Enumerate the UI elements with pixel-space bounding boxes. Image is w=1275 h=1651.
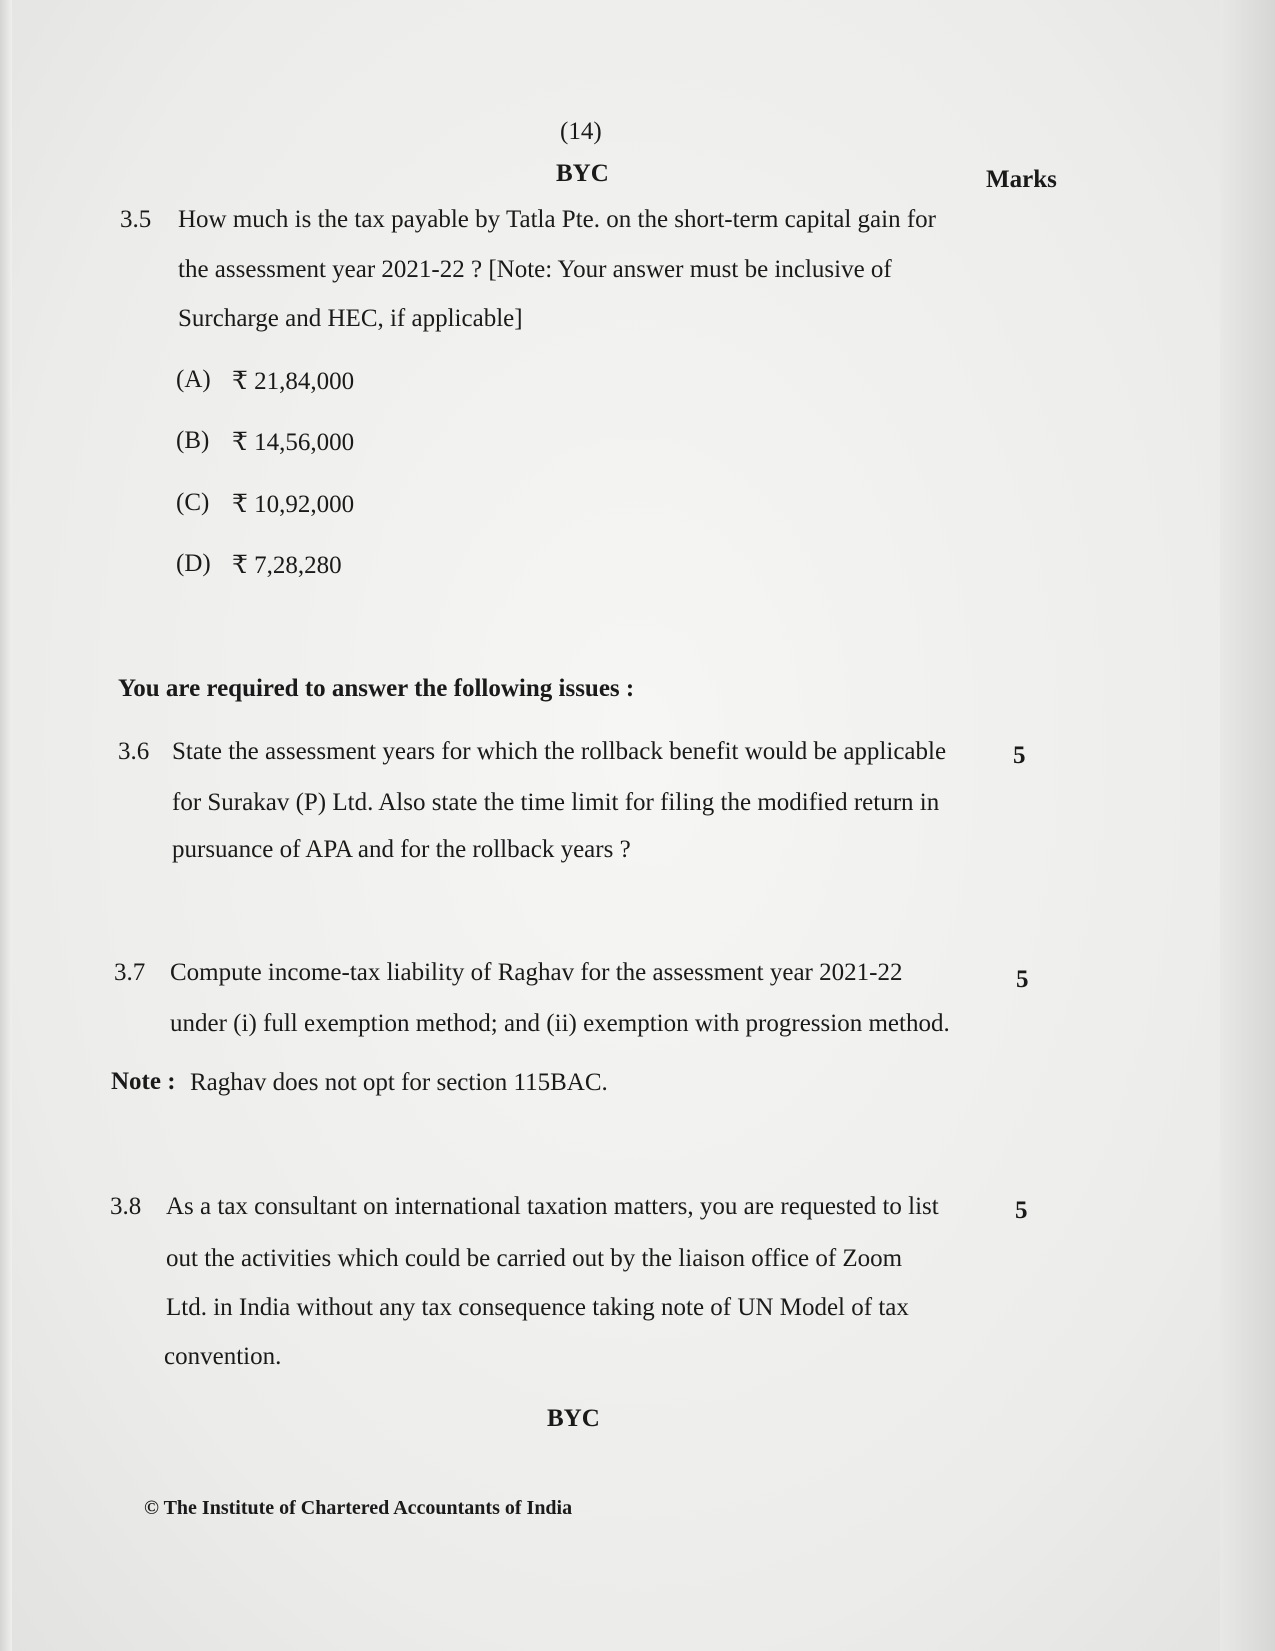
question-text-line: out the activities which could be carried out by the liaison office of Zoom <box>166 1245 903 1272</box>
page-edge-left <box>0 0 12 1651</box>
question-number: 3.6 <box>118 738 150 765</box>
issues-heading: You are required to answer the following issues : <box>118 675 635 702</box>
option-letter: (D) <box>176 550 211 577</box>
option-value: ₹ 7,28,280 <box>232 552 342 579</box>
option-value: ₹ 21,84,000 <box>232 368 355 395</box>
question-text-line: under (i) full exemption method; and (ii) exemption with progression method. <box>170 1010 950 1037</box>
marks-value: 5 <box>1016 966 1029 993</box>
question-number: 3.7 <box>114 959 146 986</box>
marks-value: 5 <box>1013 742 1026 769</box>
question-number: 3.8 <box>110 1193 142 1220</box>
page-edge-right <box>1220 0 1275 1651</box>
question-text-line: How much is the tax payable by Tatla Pte. on the short-term capital gain for <box>178 206 936 233</box>
option-value: ₹ 14,56,000 <box>232 429 355 456</box>
question-text-line: As a tax consultant on international taxation matters, you are requested to list <box>166 1193 939 1220</box>
question-text-line: for Surakav (P) Ltd. Also state the time limit for filing the modified return in <box>172 789 940 816</box>
question-text-line: State the assessment years for which the rollback benefit would be applicable <box>172 738 947 765</box>
question-text-line: Ltd. in India without any tax consequence taking note of UN Model of tax <box>166 1294 909 1321</box>
note-text: Raghav does not opt for section 115BAC. <box>190 1069 608 1096</box>
question-text: the assessment year 2021-22 ? [Note: Your answer must be inclusive of <box>178 256 892 283</box>
option-value: ₹ 10,92,000 <box>232 491 355 518</box>
question-text-line: Compute income-tax liability of Raghav for the assessment year 2021-22 <box>170 959 903 986</box>
option-letter: (C) <box>176 489 210 516</box>
question-text-line: convention. <box>164 1343 282 1370</box>
note-label: Note : <box>111 1068 176 1095</box>
copyright: © The Institute of Chartered Accountants of India <box>144 1497 573 1519</box>
page-number: (14) <box>560 118 602 145</box>
question-text-line: Surcharge and HEC, if applicable] <box>178 305 523 332</box>
marks-value: 5 <box>1015 1197 1028 1224</box>
question-number: 3.5 <box>120 206 152 233</box>
option-letter: (B) <box>176 427 210 454</box>
header-code: BYC <box>556 160 609 187</box>
option-letter: (A) <box>176 366 211 393</box>
question-text-line: pursuance of APA and for the rollback years ? <box>172 836 631 863</box>
footer-code: BYC <box>547 1405 600 1432</box>
marks-label: Marks <box>986 166 1057 193</box>
question-text-line <box>178 256 970 284</box>
